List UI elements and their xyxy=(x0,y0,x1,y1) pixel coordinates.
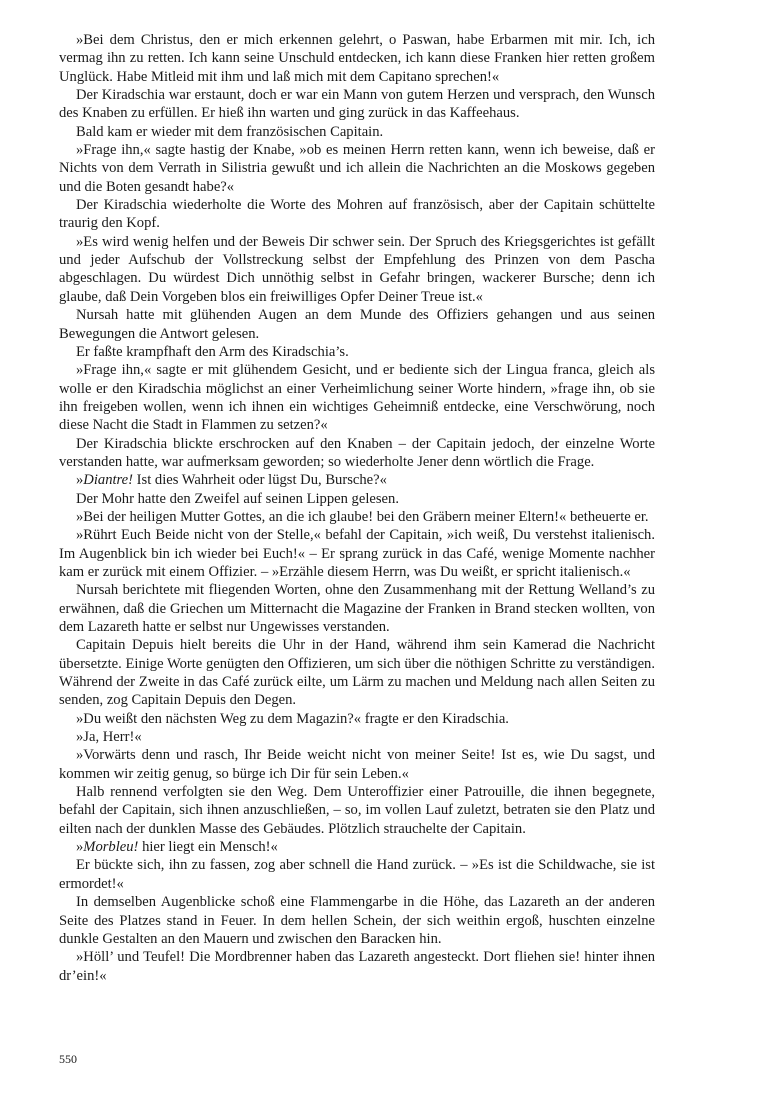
paragraph: »Rührt Euch Beide nicht von der Stelle,« befahl der Capitain, »ich weiß, Du verstehst italienisch. Im Augenblick bin ich wieder bei Euch!« – Er sprang zurück in das Café, wenige Momente nachher kam er zurück mit einem Offizier. – »Erzähle diesem Herrn, was Du weißt, er spricht italienisch.« xyxy=(59,527,655,580)
paragraph: In demselben Augenblicke schoß eine Flammengarbe in die Höhe, das Lazareth an der anderen Seite des Platzes stand in Feuer. In dem hellen Schein, der sich weithin ergoß, huschten einzelne dunkle Gestalten an den Mauern und zwischen den Baracken hin. xyxy=(59,894,655,947)
paragraph: Der Kiradschia war erstaunt, doch er war ein Mann von gutem Herzen und versprach, den Wunsch des Knaben zu erfüllen. Er hieß ihn warten und ging zurück in das Kaffeehaus. xyxy=(59,87,655,122)
paragraph: Er bückte sich, ihn zu fassen, zog aber schnell die Hand zurück. – »Es ist die Schildwache, sie ist ermordet!« xyxy=(59,857,655,892)
paragraph: »Bei der heiligen Mutter Gottes, an die ich glaube! bei den Gräbern meiner Eltern!« betheuerte er. xyxy=(76,508,649,525)
page-body xyxy=(59,31,655,985)
paragraph: »Es wird wenig helfen und der Beweis Dir schwer sein. Der Spruch des Kriegsgerichtes ist gefällt und jeder Aufschub der Vollstreckung selbst der Empfehlung des Prinzen von dem Pascha abgeschlagen. Du würdest Dich unnöthig selbst in Gefahr bringen, wackerer Bursche; denn ich glaube, daß Dein Vorgeben blos ein freiwilliges Opfer Deiner Treue ist.« xyxy=(59,233,655,305)
paragraph: »Bei dem Christus, den er mich erkennen gelehrt, o Paswan, habe Erbarmen mit mir. Ich, ich vermag ihn zu retten. Ich kann seine Unschuld entdecken, ich kann diese Franken hier retten großem Unglück. Habe Mitleid mit ihm und laß mich mit dem Capitano sprechen!« xyxy=(59,32,655,85)
paragraph: »Frage ihn,« sagte er mit glühendem Gesicht, und er bediente sich der Lingua franca, gleich als wolle er den Kiradschia möglichst an einer Verheimlichung seiner Worte hindern, »frage ihn, ob sie ihn freigeben wollen, wenn ich ihnen ein wichtiges Geheimniß entdecke, eine Verschwörung, noch diese Nacht die Stadt in Flammen zu setzen?« xyxy=(59,362,655,434)
italic-exclamation: Morbleu! xyxy=(83,839,139,856)
paragraph-rest: hier liegt ein Mensch!« xyxy=(138,839,278,856)
paragraph: Der Kiradschia wiederholte die Worte des Mohren auf französisch, aber der Capitain schüttelte traurig den Kopf. xyxy=(59,197,655,232)
paragraph: Der Mohr hatte den Zweifel auf seinen Lippen gelesen. xyxy=(76,490,399,507)
paragraph: Nursah berichtete mit fliegenden Worten, ohne den Zusammenhang mit der Rettung Welland’s zu erwähnen, daß die Griechen um Mitternacht die Magazine der Franken in Brand stecken wollten, von dem Lazareth hatte er selbst nur Ungewisses verstanden. xyxy=(59,582,655,635)
paragraph: »Höll’ und Teufel! Die Mordbrenner haben das Lazareth angesteckt. Dort fliehen sie! hinter ihnen dr’ein!« xyxy=(59,949,655,984)
page-number: 550 xyxy=(59,1052,77,1066)
paragraph: Capitain Depuis hielt bereits die Uhr in der Hand, während ihm sein Kamerad die Nachricht übersetzte. Einige Worte genügten den Offizieren, um sich über die nöthigen Schritte zu verständigen. Während der Zweite in das Café zurück eilte, um Lärm zu machen und Meldung nach allen Seiten zu senden, zog Capitain Depuis den Degen. xyxy=(59,637,655,709)
paragraph: »Du weißt den nächsten Weg zu dem Magazin?« fragte er den Kiradschia. xyxy=(76,710,509,727)
italic-exclamation: Diantre! xyxy=(83,472,134,489)
paragraph: Der Kiradschia blickte erschrocken auf den Knaben – der Capitain jedoch, der einzelne Worte verstanden hatte, war aufmerksam geworden; so wiederholte Jener denn wörtlich die Frage. xyxy=(59,435,655,470)
paragraph: Er faßte krampfhaft den Arm des Kiradschia’s. xyxy=(76,343,349,360)
paragraph: »Frage ihn,« sagte hastig der Knabe, »ob es meinen Herrn retten kann, wenn ich beweise, daß er Nichts von dem Verrath in Silistria gewußt und ich allein die Nachrichten an die Moskows gegeben und die Boten gesandt habe?« xyxy=(59,142,655,195)
paragraph: Nursah hatte mit glühenden Augen an dem Munde des Offiziers gehangen und aus seinen Bewegungen die Antwort gelesen. xyxy=(59,307,655,342)
paragraph-rest: Ist dies Wahrheit oder lügst Du, Bursche?« xyxy=(133,472,387,489)
paragraph: »Morbleu! hier liegt ein Mensch!« xyxy=(76,839,278,856)
paragraph: »Vorwärts denn und rasch, Ihr Beide weicht nicht von meiner Seite! Ist es, wie Du sagst, und kommen wir zeitig genug, so bürge ich Dir für sein Leben.« xyxy=(59,747,655,782)
paragraph: Halb rennend verfolgten sie den Weg. Dem Unteroffizier einer Patrouille, die ihnen begegnete, befahl der Capitain, sich ihnen anzuschließen, – so, im vollen Lauf zuletzt, betraten sie den Platz und eilten nach der dunklen Masse des Gebäudes. Plötzlich strauchelte der Capitain. xyxy=(59,784,655,837)
paragraph: »Diantre! Ist dies Wahrheit oder lügst Du, Bursche?« xyxy=(76,472,387,489)
paragraph: »Ja, Herr!« xyxy=(76,729,142,746)
paragraph: Bald kam er wieder mit dem französischen Capitain. xyxy=(76,123,384,140)
